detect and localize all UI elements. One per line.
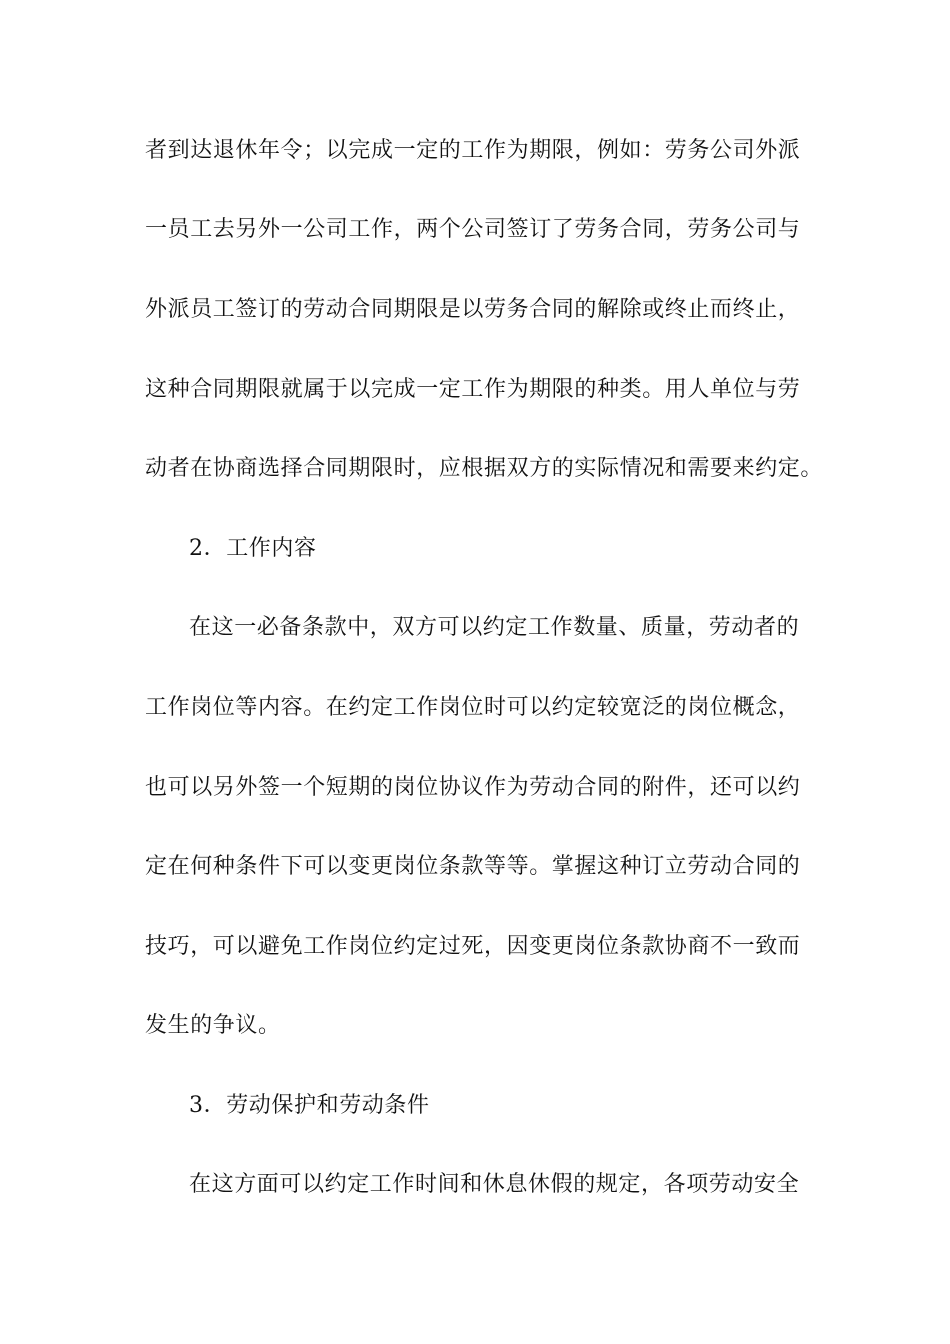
body-text-line: 者到达退休年令；以完成一定的工作为期限，例如：劳务公司外派 [145,138,801,163]
body-text-line: 在这一必备条款中，双方可以约定工作数量、质量，劳动者的 [189,615,800,640]
body-text-line: 发生的争议。 [145,1013,281,1038]
body-text-line: 工作岗位等内容。在约定工作岗位时可以约定较宽泛的岗位概念， [145,695,801,720]
section-heading-work-content: 2．工作内容 [189,536,317,561]
body-text-line: 定在何种条件下可以变更岗位条款等等。掌握这种订立劳动合同的 [145,854,801,879]
body-text-line: 外派员工签订的劳动合同期限是以劳务合同的解除或终止而终止， [145,297,801,322]
body-text-line: 也可以另外签一个短期的岗位协议作为劳动合同的附件，还可以约 [145,775,801,800]
body-text-line: 一员工去另外一公司工作，两个公司签订了劳务合同，劳务公司与 [145,217,801,242]
section-heading-labor-protection: 3．劳动保护和劳动条件 [189,1093,430,1118]
body-text-line: 这种合同期限就属于以完成一定工作为期限的种类。用人单位与劳 [145,377,801,402]
body-text-line: 在这方面可以约定工作时间和休息休假的规定，各项劳动安全 [189,1172,800,1197]
body-text-line: 动者在协商选择合同期限时，应根据双方的实际情况和需要来约定。 [145,456,824,481]
body-text-line: 技巧，可以避免工作岗位约定过死，因变更岗位条款协商不一致而 [145,934,801,959]
